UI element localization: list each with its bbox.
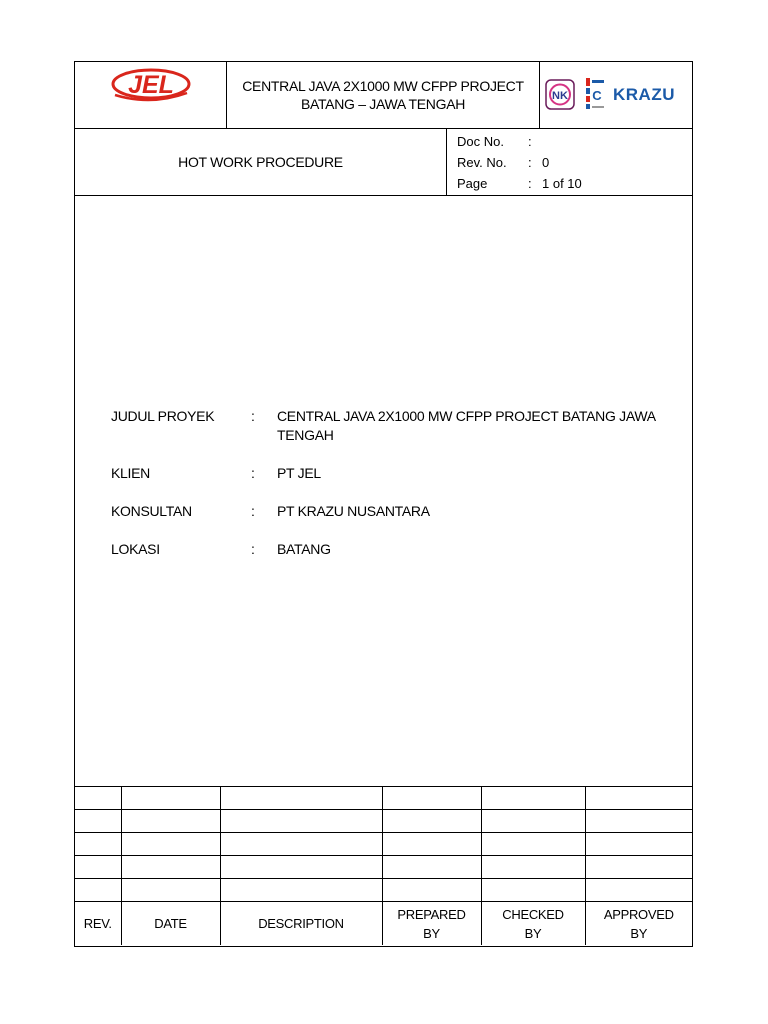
header-approved-line2: BY — [630, 925, 648, 941]
lokasi-colon: : — [251, 541, 255, 557]
header-approved-line1: APPROVED — [603, 906, 674, 922]
page-value: 1 of 10 — [542, 176, 582, 191]
header-prepared-line2: BY — [423, 925, 440, 941]
procedure-title: HOT WORK PROCEDURE — [75, 129, 447, 195]
revision-row — [75, 787, 692, 810]
krazu-logo-text: KRAZU — [613, 85, 675, 104]
jel-logo-text: JEL — [128, 71, 174, 99]
header-description-text: DESCRIPTION — [258, 916, 344, 931]
page-label: Page — [457, 176, 488, 191]
rev-no-colon: : — [528, 155, 532, 170]
konsultan-value: PT KRAZU NUSANTARA — [277, 503, 430, 519]
certification-mark-icon — [586, 78, 604, 109]
nk-logo-text: NK — [552, 90, 568, 102]
header-prepared-by — [382, 902, 481, 946]
revision-row — [75, 810, 692, 833]
revision-cell — [382, 833, 481, 856]
revision-cell — [75, 879, 121, 902]
konsultan-colon: : — [251, 503, 255, 519]
jel-logo — [75, 62, 227, 128]
lokasi-label: LOKASI — [111, 541, 160, 557]
revision-cell — [481, 810, 585, 833]
revision-cell — [481, 879, 585, 902]
c-mark-text: C — [592, 88, 602, 103]
revision-cell — [585, 810, 692, 833]
nk-logo-icon — [546, 80, 574, 109]
revision-cell — [121, 787, 220, 810]
document-frame — [74, 61, 693, 947]
revision-cell — [220, 833, 382, 856]
header-approved-by — [585, 902, 692, 946]
doc-no-label: Doc No. — [457, 134, 504, 149]
page-colon: : — [528, 176, 532, 191]
judul-proyek-colon: : — [251, 408, 255, 424]
revision-row — [75, 856, 692, 879]
partner-logos-graphic — [540, 62, 692, 128]
revision-cell — [75, 856, 121, 879]
revision-row — [75, 833, 692, 856]
revision-header-row — [75, 902, 692, 946]
jel-logo-graphic — [75, 62, 226, 128]
revision-cell — [382, 856, 481, 879]
revision-cell — [220, 810, 382, 833]
project-title-line2: BATANG – JAWA TENGAH — [300, 96, 466, 112]
header-rev-text: REV. — [83, 916, 112, 931]
header-date — [121, 902, 220, 946]
judul-proyek-label: JUDUL PROYEK — [111, 408, 215, 424]
project-title-line1: CENTRAL JAVA 2X1000 MW CFPP PROJECT — [242, 78, 524, 94]
revision-cell — [585, 856, 692, 879]
revision-cell — [585, 879, 692, 902]
revision-cell — [585, 787, 692, 810]
project-title — [227, 62, 540, 128]
revision-cell — [75, 833, 121, 856]
header-checked-line1: CHECKED — [502, 906, 564, 922]
revision-table — [75, 786, 692, 945]
konsultan-label: KONSULTAN — [111, 503, 192, 519]
revision-cell — [382, 879, 481, 902]
klien-value: PT JEL — [277, 465, 321, 481]
judul-proyek-value: CENTRAL JAVA 2X1000 MW CFPP PROJECT BATANG JAWA TENGAH — [277, 408, 655, 443]
revision-cell — [481, 787, 585, 810]
procedure-row — [75, 129, 692, 196]
lokasi-value: BATANG — [277, 541, 331, 557]
header-date-text: DATE — [154, 916, 187, 931]
revision-cell — [220, 879, 382, 902]
revision-cell — [75, 787, 121, 810]
partner-logos — [540, 62, 692, 128]
rev-no-label: Rev. No. — [457, 155, 507, 170]
revision-cell — [220, 856, 382, 879]
header-checked-line2: BY — [524, 925, 542, 941]
klien-colon: : — [251, 465, 255, 481]
revision-row — [75, 879, 692, 902]
header-rev — [75, 902, 121, 946]
revision-cell — [121, 810, 220, 833]
header-prepared-line1: PREPARED — [397, 906, 466, 922]
klien-label: KLIEN — [111, 465, 150, 481]
revision-cell — [121, 856, 220, 879]
header-description — [220, 902, 382, 946]
revision-cell — [481, 833, 585, 856]
document-info — [447, 129, 692, 195]
revision-cell — [75, 810, 121, 833]
revision-cell — [585, 833, 692, 856]
rev-no-value: 0 — [542, 155, 550, 170]
revision-cell — [481, 856, 585, 879]
doc-no-colon: : — [528, 134, 532, 149]
revision-cell — [220, 787, 382, 810]
header-checked-by — [481, 902, 585, 946]
revision-cell — [382, 787, 481, 810]
revision-cell — [121, 879, 220, 902]
revision-cell — [382, 810, 481, 833]
revision-cell — [121, 833, 220, 856]
header-row — [75, 62, 692, 129]
